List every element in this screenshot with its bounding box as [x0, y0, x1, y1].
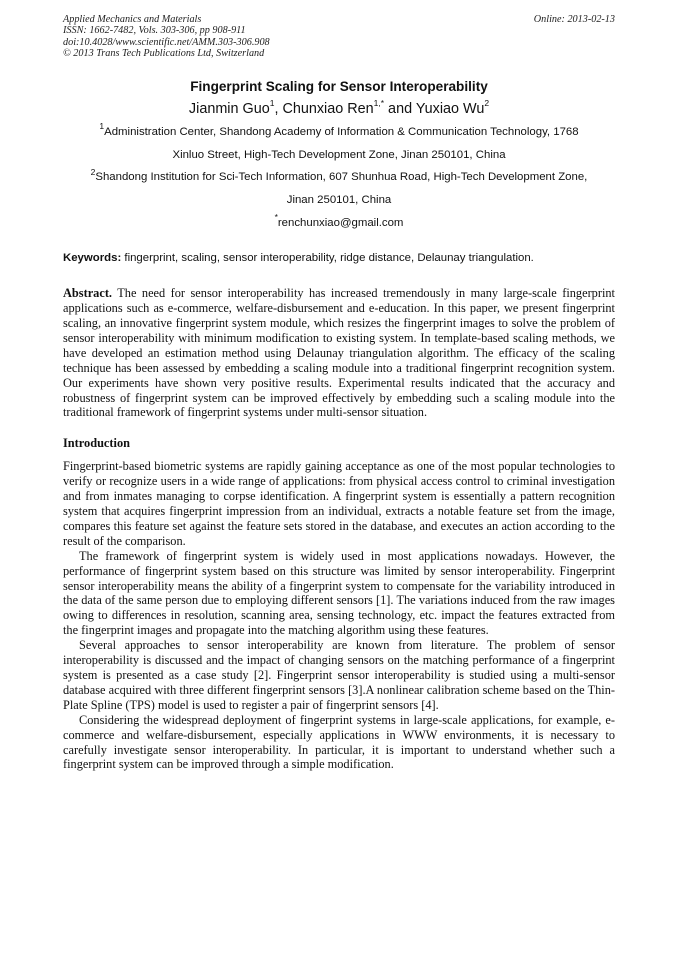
- keywords-text: fingerprint, scaling, sensor interoperability, ridge distance, Delaunay triangulation.: [121, 252, 534, 265]
- author-name: Yuxiao Wu: [415, 101, 485, 118]
- journal-name: Applied Mechanics and Materials: [63, 14, 202, 25]
- doi-line: doi:10.4028/www.scientific.net/AMM.303-306.908: [63, 36, 270, 48]
- author-affiliation-mark: 1,*: [373, 98, 385, 109]
- abstract-label: Abstract.: [63, 286, 113, 301]
- paragraph: Fingerprint-based biometric systems are rapidly gaining acceptance as one of the most popular technologies to verify or recognize users in a wide range of applications: from physical access control to criminal investigation and from inmates managing to corpse identification. A fingerprint system is essentially a pattern recognition system that acquires fingerprint impression from an individual, extracts a notable feature set from the image, compares this feature set against the feature sets stored in the database, and executes an action according to the result of the comparison.: [63, 459, 615, 548]
- keywords-label: Keywords:: [63, 252, 122, 265]
- paragraph: Several approaches to sensor interoperability are known from literature. The problem of sensor interoperability is discussed and the impact of changing sensors on the matching performance of a fingerprint system is presented as a case study [2]. Fingerprint sensor interoperability is studied using a multi-sensor database acquired with three different fingerprint sensors [3].A nonlinear calibration scheme based on the Thin-Plate Spline (TPS) model is used to register a pair of fingerprint sensors [4].: [63, 638, 615, 712]
- section-heading-introduction: Introduction: [63, 436, 130, 451]
- author-name: Jianmin Guo: [188, 101, 270, 118]
- paragraph: Considering the widespread deployment of fingerprint systems in large-scale applications, for example, e-commerce and welfare-disbursement, especially applications in WWW environments, it is necessary to carefully investigate sensor interoperability. In particular, it is important to understand whether such a fingerprint system can be improved through a simple modification.: [63, 712, 615, 772]
- keywords: [63, 251, 615, 266]
- affiliation-2-line-2: Jinan 250101, China: [286, 193, 392, 206]
- affiliation-text: Shandong Institution for Sci-Tech Information, 607 Shunhua Road, High-Tech Development Zone,: [95, 171, 588, 184]
- author-separator: ,: [274, 101, 283, 118]
- abstract: [63, 286, 615, 420]
- author-affiliation-mark: 1: [269, 98, 275, 109]
- affiliation-1-line-1: [54, 121, 624, 144]
- corresponding-email: [54, 212, 624, 235]
- email-address: renchunxiao@gmail.com: [277, 216, 404, 229]
- corresponding-mark: *: [274, 211, 278, 222]
- author-separator: and: [384, 101, 416, 118]
- affiliation-text: Administration Center, Shandong Academy of Information & Communication Technology, 1768: [104, 126, 579, 139]
- journal-header: [63, 14, 615, 59]
- author-name: Chunxiao Ren: [282, 101, 374, 118]
- affiliation-mark: 2: [90, 166, 96, 177]
- paper-page: [63, 14, 615, 772]
- paper-title: Fingerprint Scaling for Sensor Interoperability: [190, 79, 488, 95]
- issn-line: ISSN: 1662-7482, Vols. 303-306, pp 908-911: [63, 25, 246, 37]
- paragraph: The framework of fingerprint system is widely used in most applications nowadays. However, the performance of fingerprint system based on this structure was limited by sensor interoperability. Fingerprint sensor interoperability means the ability of a fingerprint system to compensate for the variability introduced in the data of the same person due to employing different sensors [1]. The variations induced from the raw images owing to differences in resolution, scanning area, sensing technology, etc. impact the features extracted from the fingerprint images and propagate into the matching algorithm using these features.: [63, 548, 615, 638]
- online-date: Online: 2013-02-13: [533, 14, 615, 25]
- author-list: [63, 100, 615, 118]
- affiliation-1-line-2: Xinluo Street, High-Tech Development Zone, Jinan 250101, China: [172, 148, 506, 161]
- affiliation-mark: 1: [99, 121, 105, 132]
- copyright-line: © 2013 Trans Tech Publications Ltd, Switzerland: [63, 47, 265, 59]
- affiliations: [54, 121, 624, 234]
- abstract-text: The need for sensor interoperability has increased tremendously in many large-scale fingerprint applications such as e-commerce, welfare-disbursement and e-education. In this paper, we present fingerprint scaling, an innovative fingerprint system module, which resizes the fingerprint images to solve the problem of sensor interoperability with minimum modification to existing system. In template-based scaling methods, we have developed an estimation method using Delaunay triangulation algorithm. The efficacy of the scaling technique has been assessed by embedding a scaling module into a traditional fingerprint recognition system. Our experiments have shown very positive results. Experimental results indicated that the accuracy and robustness of fingerprint system can be improved effectively by embedding such a scaling module into the traditional framework of fingerprint systems under multi-sensor situation.: [63, 286, 615, 420]
- introduction-body: [63, 459, 615, 772]
- author-affiliation-mark: 2: [484, 98, 490, 109]
- affiliation-2-line-1: [54, 166, 624, 189]
